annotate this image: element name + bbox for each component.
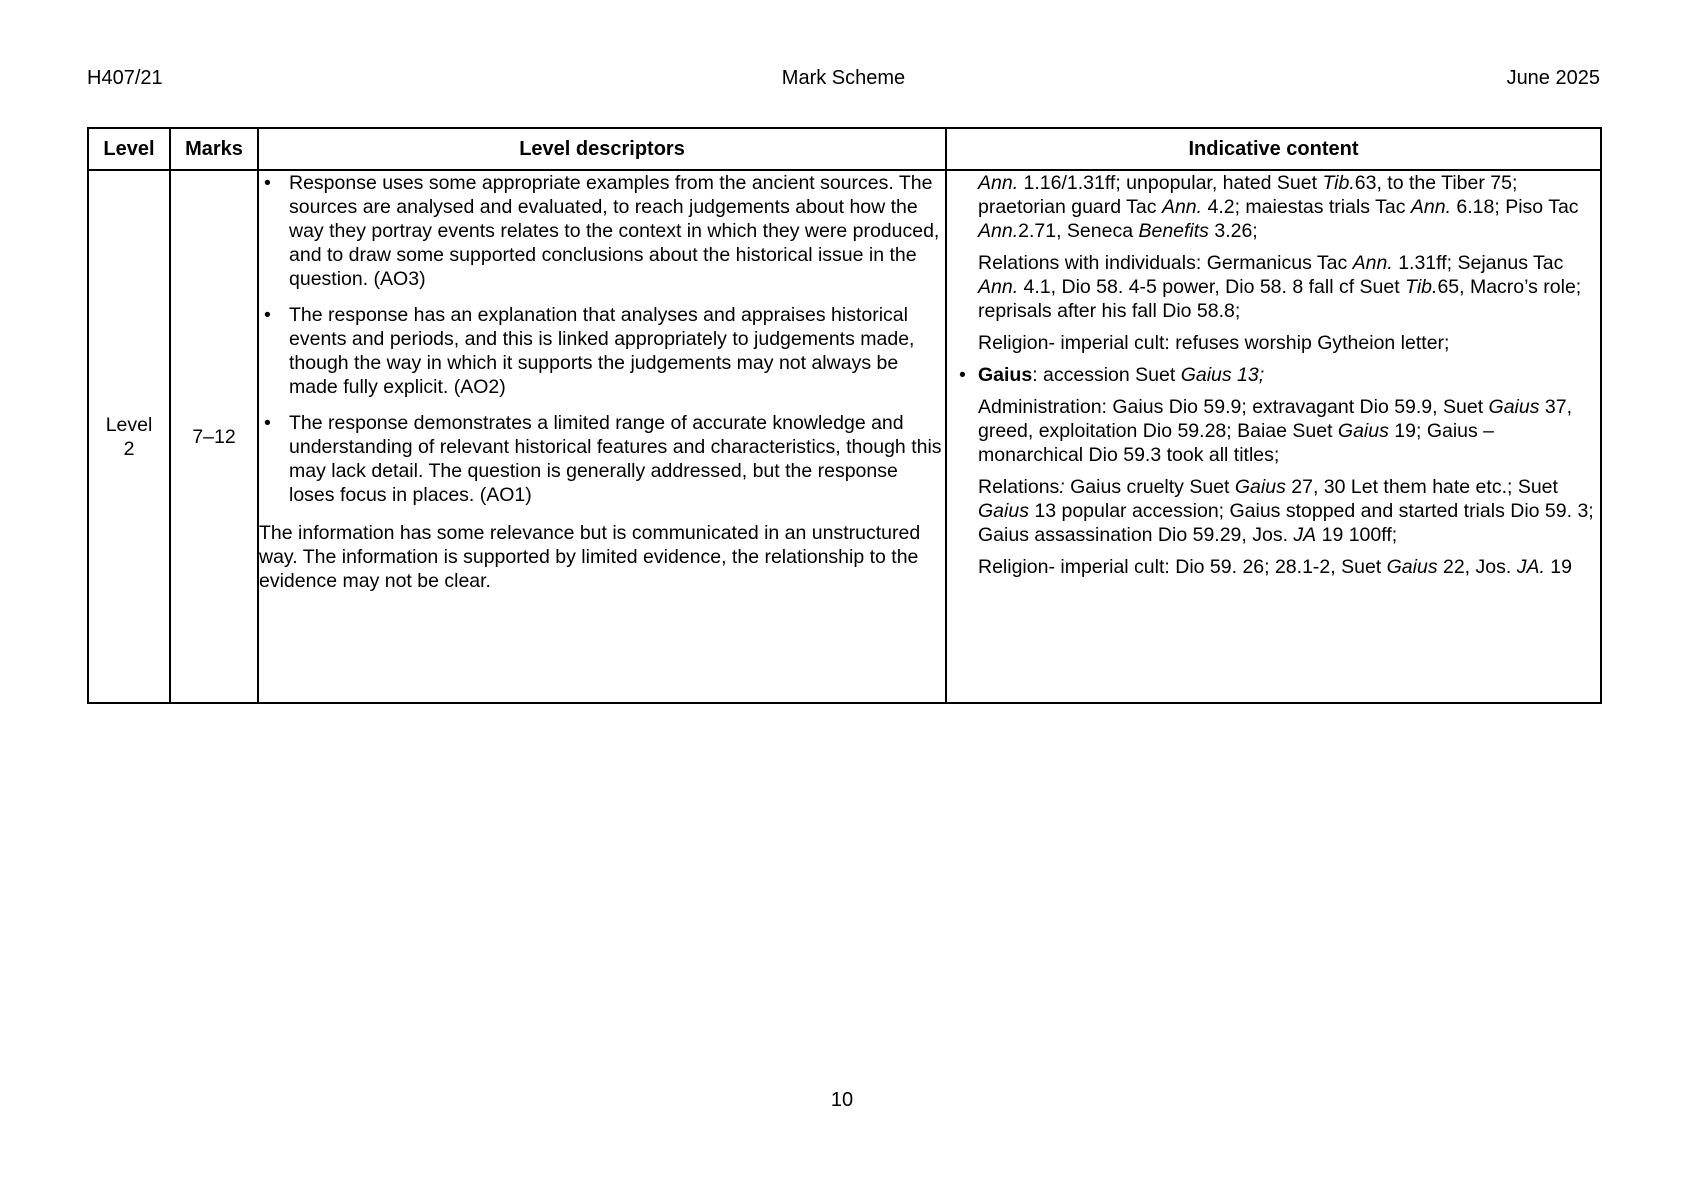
marks-range: 7–12 xyxy=(192,425,236,448)
table-header-row xyxy=(88,128,1601,170)
indicative-paragraph xyxy=(978,331,1600,355)
text-segment: Gaius xyxy=(1234,476,1286,498)
text-segment: Gaius xyxy=(1337,420,1389,442)
level-cell xyxy=(88,170,170,703)
text-segment: 4.2; maiestas trials Tac xyxy=(1202,196,1411,218)
text-segment: 19 100ff; xyxy=(1316,524,1398,546)
text-segment: JA. xyxy=(1516,556,1545,578)
document-title: Mark Scheme xyxy=(781,67,906,89)
text-segment: 27, 30 Let them hate etc.; Suet xyxy=(1285,476,1558,498)
text-segment: Gaius xyxy=(978,500,1029,522)
column-header-indicative-content: Indicative content xyxy=(946,128,1601,170)
document-date: June 2025 xyxy=(1506,67,1600,89)
indicative-paragraph xyxy=(978,555,1600,579)
text-segment: 19 xyxy=(1544,556,1572,578)
column-header-marks: Marks xyxy=(170,128,258,170)
column-header-level: Level xyxy=(88,128,170,170)
level-label: Level xyxy=(105,413,153,436)
text-segment: Administration: Gaius Dio 59.9; extravagant Dio 59.9, Suet xyxy=(978,396,1489,418)
text-segment: Gaius cruelty Suet xyxy=(1070,476,1235,498)
text-segment: Ann. xyxy=(1352,252,1393,274)
indicative-content-cell xyxy=(946,170,1601,703)
document-code: H407/21 xyxy=(87,67,163,89)
text-segment: Gaius xyxy=(1488,396,1540,418)
indicative-paragraphs xyxy=(947,171,1600,579)
indicative-paragraph xyxy=(978,171,1600,243)
descriptor-bullet-text: The response demonstrates a limited range of accurate knowledge and understanding of relevant historical features and characteristics, though this may lack detail. The question is generally addressed, but the response loses focus in places. (AO1) xyxy=(289,412,942,506)
indicative-paragraph xyxy=(978,395,1600,467)
text-segment: Tib. xyxy=(1405,276,1438,298)
text-segment: Ann. xyxy=(1161,196,1203,218)
text-segment: : accession Suet xyxy=(1032,364,1181,386)
text-segment: Ann. xyxy=(978,220,1019,242)
text-segment: 65, Macro’s role; reprisals after his fall Dio 58.8; xyxy=(978,276,1582,322)
indicative-bullet-item xyxy=(959,363,1600,387)
indicative-paragraph xyxy=(978,251,1600,323)
bullet-icon: • xyxy=(264,304,271,326)
text-segment: Tib. xyxy=(1322,172,1355,194)
bullet-icon: • xyxy=(264,172,271,194)
text-segment: 22, Jos. xyxy=(1437,556,1517,578)
descriptor-bullet-text: The response has an explanation that analyses and appraises historical events and periods, and this is linked appropriately to judgements made, though the way in which it supports the judgements may not always be made fully explicit. (AO2) xyxy=(289,304,915,398)
column-header-level-descriptors: Level descriptors xyxy=(258,128,946,170)
descriptor-bullet-item xyxy=(259,411,945,507)
text-segment: 63, to the Tiber 75; praetorian guard Tac xyxy=(978,172,1518,218)
text-segment: Relations with individuals: Germanicus Tac xyxy=(978,252,1353,274)
text-segment: JA xyxy=(1293,524,1317,546)
mark-scheme-table xyxy=(87,127,1602,704)
text-segment: : xyxy=(1059,476,1071,498)
text-segment: 1.31ff; Sejanus Tac xyxy=(1392,252,1564,274)
text-segment: 3.26; xyxy=(1208,220,1258,242)
text-segment: 1.16/1.31ff; unpopular, hated Suet xyxy=(1018,172,1323,194)
text-segment: Gaius 13; xyxy=(1180,364,1265,386)
text-segment: Religion- imperial cult: refuses worship Gytheion letter; xyxy=(978,332,1450,354)
descriptor-list xyxy=(259,171,945,507)
text-segment: Gaius xyxy=(978,364,1033,386)
text-segment: 13 popular accession; Gaius stopped and started trials Dio 59. 3; Gaius assassination Dio 59.29, Jos. xyxy=(978,500,1594,546)
marks-cell xyxy=(170,170,258,703)
text-segment: Relations xyxy=(978,476,1060,498)
page-number: 10 xyxy=(830,1089,854,1111)
descriptor-bullet-item xyxy=(259,171,945,291)
text-segment: Ann. xyxy=(978,172,1019,194)
descriptor-bullet-text: Response uses some appropriate examples from the ancient sources. The sources are analysed and evaluated, to reach judgements about how the way they portray events relates to the context in which they were produced, and to draw some supported conclusions about the historical issue in the question. (AO3) xyxy=(289,172,940,290)
text-segment: Ann. xyxy=(978,276,1019,298)
bullet-icon: • xyxy=(264,412,271,434)
level-number: 2 xyxy=(123,437,135,460)
text-segment: 4.1, Dio 58. 4-5 power, Dio 58. 8 fall cf Suet xyxy=(1018,276,1406,298)
indicative-paragraph xyxy=(978,475,1600,547)
text-segment: 19; Gaius – monarchical Dio 59.3 took all titles; xyxy=(978,420,1495,466)
bullet-icon: • xyxy=(959,364,966,386)
text-segment: Ann. xyxy=(1410,196,1451,218)
descriptor-bullet-item xyxy=(259,303,945,399)
text-segment: 37, greed, exploitation Dio 59.28; Baiae Suet xyxy=(978,396,1573,442)
table-row xyxy=(88,170,1601,703)
descriptor-closing-paragraph: The information has some relevance but is communicated in an unstructured way. The information is supported by limited evidence, the relationship to the evidence may not be clear. xyxy=(259,522,921,592)
level-descriptors-cell xyxy=(258,170,946,703)
page-header xyxy=(87,66,1600,90)
text-segment: Gaius xyxy=(1386,556,1438,578)
text-segment: Religion- imperial cult: Dio 59. 26; 28.1-2, Suet xyxy=(978,556,1387,578)
text-segment: Benefits xyxy=(1138,220,1209,242)
text-segment: 6.18; Piso Tac xyxy=(1451,196,1579,218)
text-segment: 2.71, Seneca xyxy=(1018,220,1139,242)
